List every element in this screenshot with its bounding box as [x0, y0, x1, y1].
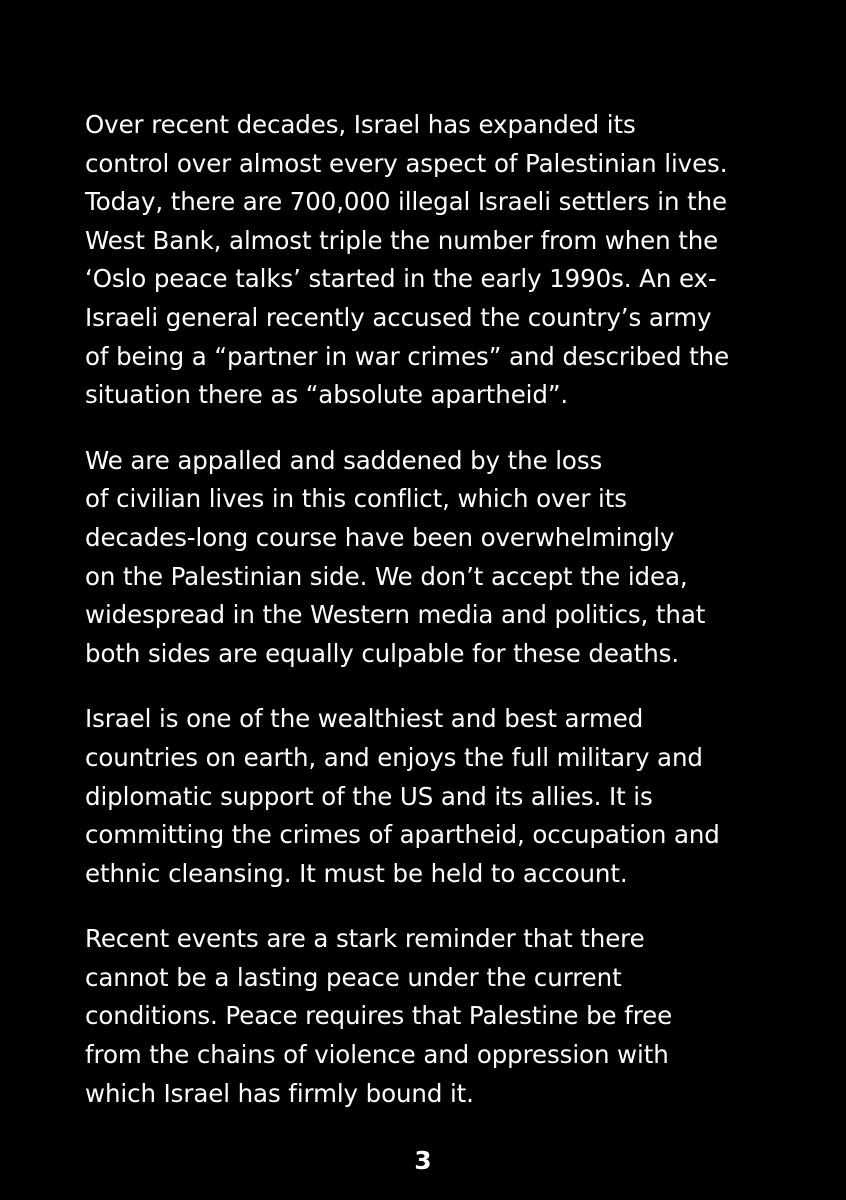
text-line: control over almost every aspect of Palestinian lives.	[85, 148, 728, 178]
paragraph-israeli-control	[85, 106, 785, 415]
text-line: countries on earth, and enjoys the full military and	[85, 742, 703, 772]
text-line: widespread in the Western media and politics, that	[85, 600, 706, 630]
paragraph-account	[85, 700, 785, 893]
text-line: situation there as “absolute apartheid”.	[85, 380, 569, 410]
text-line: committing the crimes of apartheid, occupation and	[85, 820, 720, 850]
paragraph-lasting-peace	[85, 920, 785, 1113]
text-line: We are appalled and saddened by the loss	[85, 445, 603, 475]
text-line: from the chains of violence and oppression with	[85, 1040, 669, 1070]
text-line: ‘Oslo peace talks’ started in the early 1990s. An ex-	[85, 264, 717, 294]
text-line: West Bank, almost triple the number from when the	[85, 225, 719, 255]
text-line: which Israel has firmly bound it.	[85, 1078, 474, 1108]
document-body	[85, 106, 785, 1140]
text-line: of being a “partner in war crimes” and described the	[85, 341, 730, 371]
text-line: Over recent decades, Israel has expanded its	[85, 110, 636, 139]
text-line: decades-long course have been overwhelmingly	[85, 522, 675, 552]
text-line: Today, there are 700,000 illegal Israeli settlers in the	[85, 187, 728, 217]
text-line: cannot be a lasting peace under the current	[85, 962, 622, 992]
text-line: Recent events are a stark reminder that there	[85, 924, 645, 954]
text-line: conditions. Peace requires that Palestine be free	[85, 1001, 673, 1031]
page-number: 3	[414, 1146, 432, 1175]
text-line: both sides are equally culpable for these deaths.	[85, 638, 680, 668]
text-line: of civilian lives in this conflict, which over its	[85, 484, 627, 514]
text-line: Israel is one of the wealthiest and best armed	[85, 704, 644, 734]
text-line: ethnic cleansing. It must be held to account.	[85, 858, 628, 888]
text-line: Israeli general recently accused the country’s army	[85, 302, 712, 332]
paragraph-civilian-lives	[85, 442, 785, 674]
text-line: diplomatic support of the US and its allies. It is	[85, 781, 653, 811]
text-line: on the Palestinian side. We don’t accept the idea,	[85, 561, 688, 591]
